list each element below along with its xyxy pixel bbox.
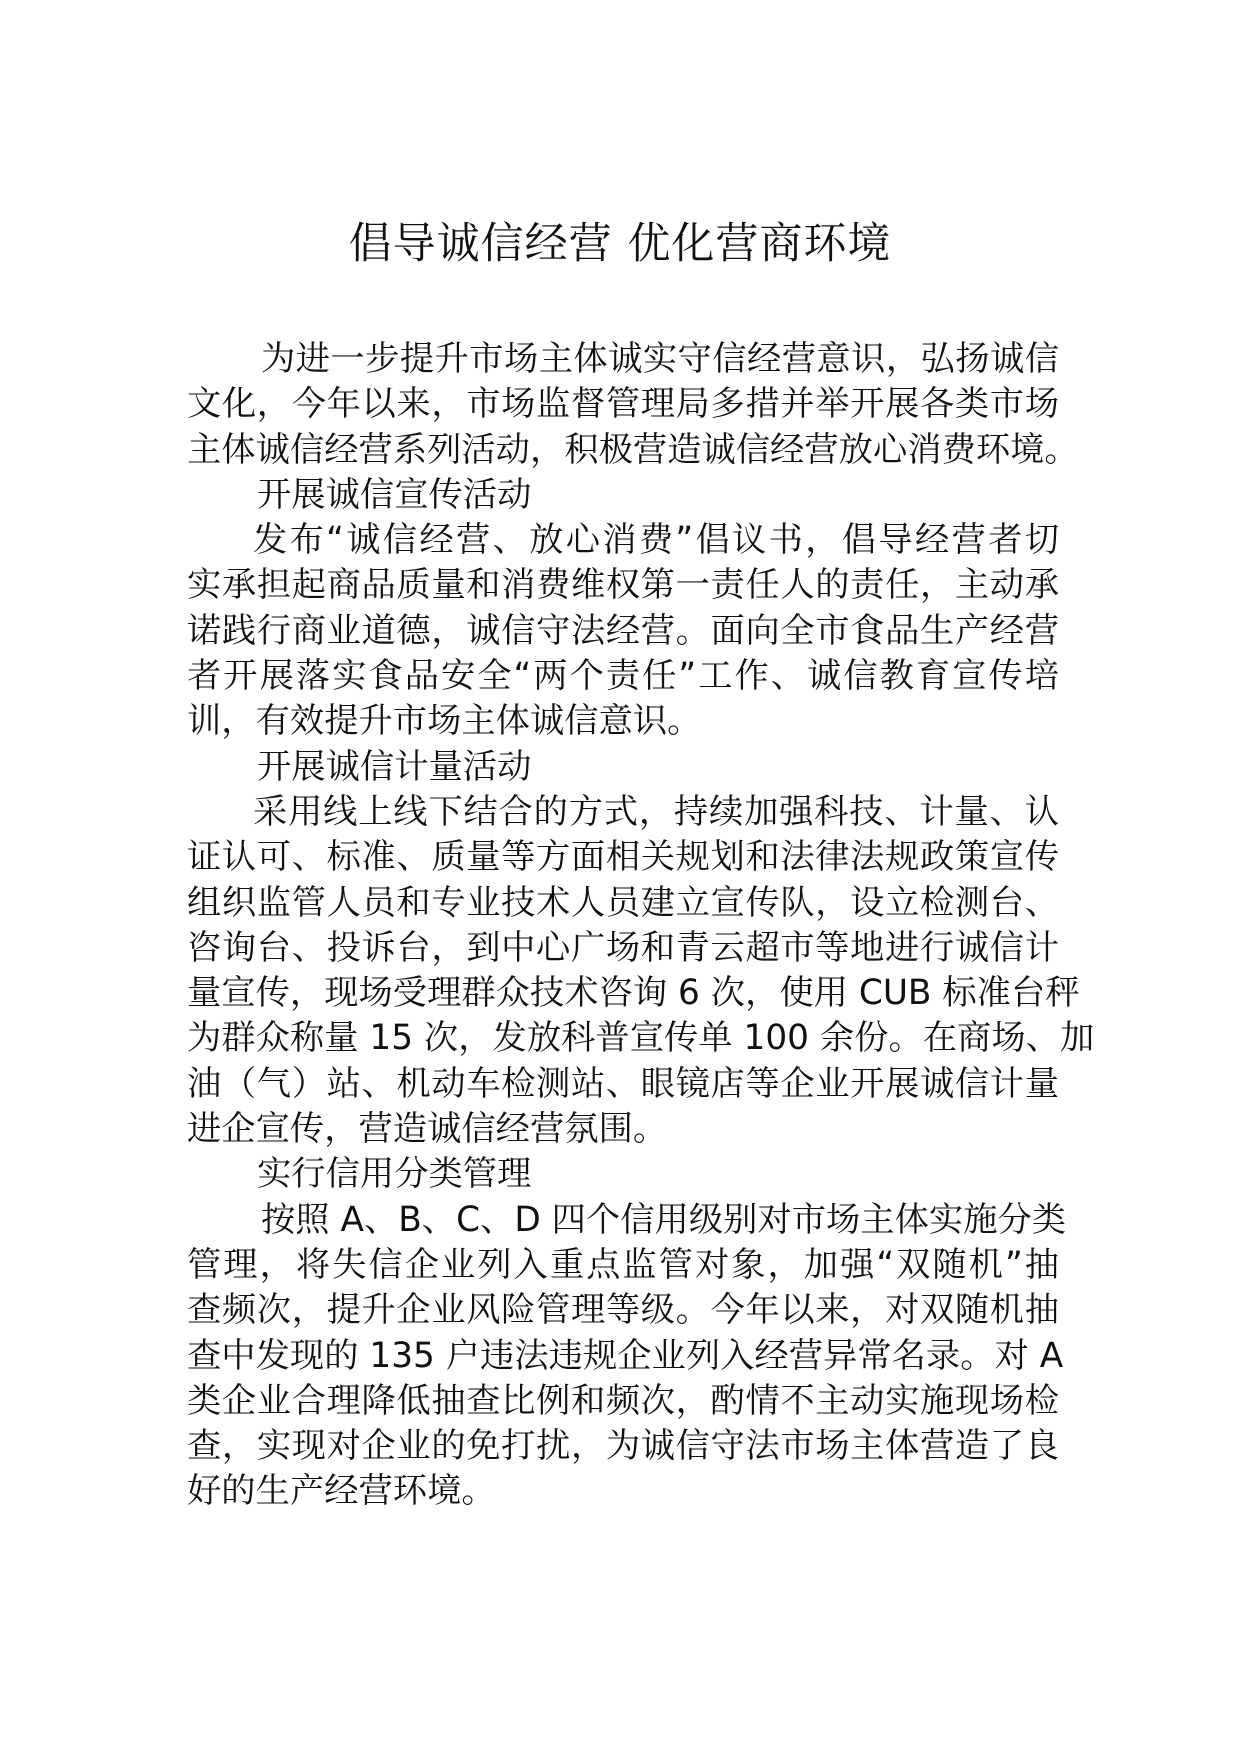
paragraph-line: 查中发现的 135 户违法违规企业列入经营异常名录。对 A: [187, 1335, 1064, 1376]
paragraph-line: 类企业合理降低抽查比例和频次，酌情不主动实施现场检: [187, 1380, 1059, 1421]
paragraph-line: 查频次，提升企业风险管理等级。今年以来，对双随机抽: [187, 1290, 1059, 1331]
paragraph-line: 管理，将失信企业列入重点监管对象，加强“双随机”抽: [187, 1244, 1059, 1285]
section-heading: 开展诚信宣传活动: [257, 474, 532, 515]
paragraph-line: 咨询台、投诉台，到中心广场和青云超市等地进行诚信计: [187, 927, 1059, 968]
document-body: [187, 337, 1095, 1515]
paragraph-line: 为进一步提升市场主体诚实守信经营意识，弘扬诚信: [261, 339, 1059, 379]
paragraph-line: 者开展落实食品安全“两个责任”工作、诚信教育宣传培: [187, 656, 1059, 697]
paragraph-line: 实承担起商品质量和消费维权第一责任人的责任，主动承: [187, 565, 1059, 606]
section-heading: 实行信用分类管理: [257, 1154, 532, 1195]
document-title: 倡导诚信经营 优化营商环境: [348, 219, 892, 269]
paragraph-line: 主体诚信经营系列活动，积极营造诚信经营放心消费环境。: [187, 429, 1079, 470]
paragraph-line: 采用线上线下结合的方式，持续加强科技、计量、认: [253, 791, 1059, 832]
paragraph-line: 按照 A、B、C、D 四个信用级别对市场主体实施分类: [261, 1199, 1067, 1240]
paragraph-line: 组织监管人员和专业技术人员建立宣传队，设立检测台、: [187, 882, 1059, 923]
paragraph-line: 文化，今年以来，市场监督管理局多措并举开展各类市场: [187, 384, 1059, 425]
paragraph-line: 进企宣传，营造诚信经营氛围。: [187, 1109, 668, 1150]
paragraph-line: 训，有效提升市场主体诚信意识。: [187, 701, 702, 742]
paragraph-line: 发布“诚信经营、放心消费”倡议书，倡导经营者切: [253, 520, 1059, 561]
paragraph-line: 油（气）站、机动车检测站、眼镜店等企业开展诚信计量: [187, 1063, 1059, 1104]
paragraph-line: 证认可、标准、质量等方面相关规划和法律法规政策宣传: [187, 837, 1059, 878]
paragraph-line: 好的生产经营环境。: [187, 1471, 496, 1512]
paragraph-line: 量宣传，现场受理群众技术咨询 6 次，使用 CUB 标准台秤: [187, 973, 1080, 1014]
paragraph-line: 诺践行商业道德，诚信守法经营。面向全市食品生产经营: [187, 610, 1059, 651]
paragraph-line: 查，实现对企业的免打扰，为诚信守法市场主体营造了良: [187, 1426, 1059, 1467]
section-heading: 开展诚信计量活动: [257, 746, 532, 787]
paragraph-line: 为群众称量 15 次，发放科普宣传单 100 余份。在商场、加: [187, 1018, 1095, 1059]
